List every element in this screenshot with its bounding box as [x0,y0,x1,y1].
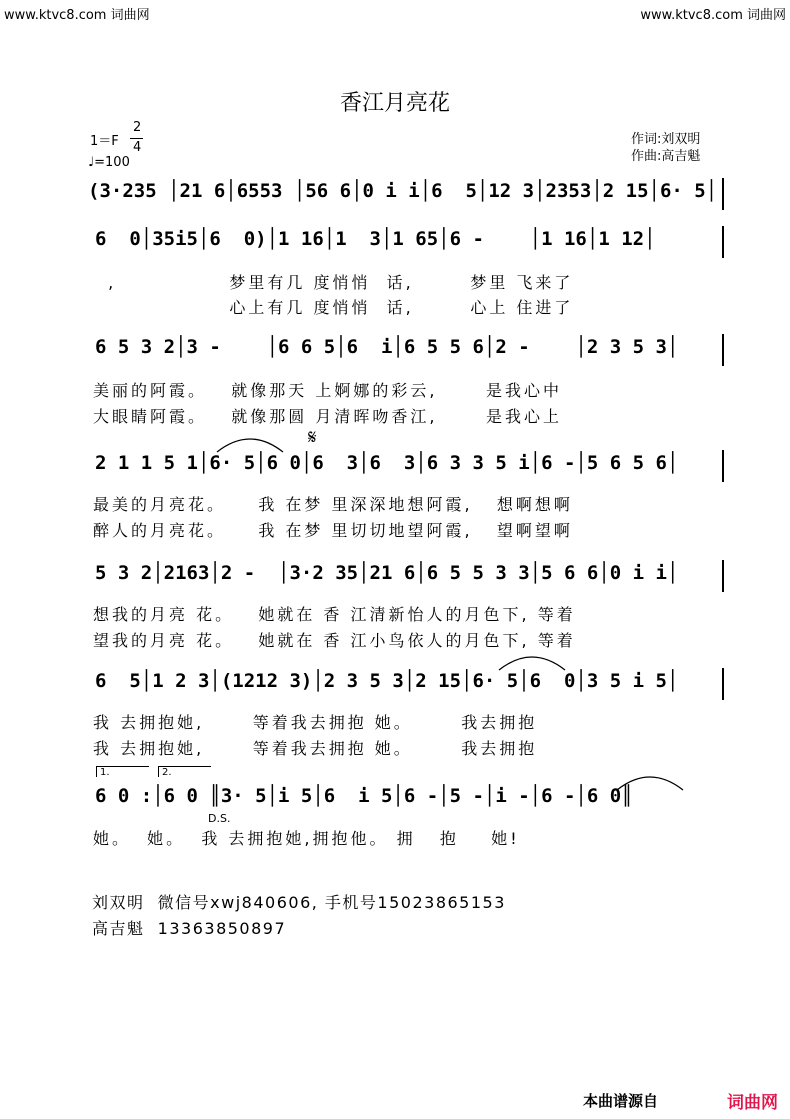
lyrics-line-5a: 想我的月亮 花。 她就在 香 江清新怡人的月色下, 等着 [93,605,576,624]
lyrics-line-3b: 大眼睛阿霞。 就像那圆 月清晖吻香江, 是我心上 [93,407,562,426]
watermark-right: www.ktvc8.com 词曲网 [640,8,786,23]
lyrics-line-7: 她。 她。 我 去拥抱她,拥抱他。 拥 抱 她! [93,829,520,848]
score-line-7: 6 0 :│6 0 ║3· 5│i 5│6 i 5│6 -│5 -│i -│6 -│6 0║ [95,785,633,807]
final-barline-1 [722,178,724,210]
ds-marking: D.S. [208,812,231,825]
volta-label-1: 1. [100,767,110,778]
slur-arc-2 [497,650,567,672]
lyrics-line-2a: , 梦里有几 度悄悄 话, 梦里 飞来了 [100,273,574,292]
song-title: 香江月亮花 [339,91,450,116]
final-barline-2 [722,226,724,258]
score-line-5: 5 3 2│2163│2 - │3·2 35│21 6│6 5 5 3 3│5 6 6│0 i i│ [95,562,679,584]
lyrics-line-6b: 我 去拥抱她, 等着我去拥抱 她。 我去拥抱 [93,739,538,758]
composer: 作曲:高吉魁 [631,149,701,164]
lyrics-line-3a: 美丽的阿霞。 就像那天 上婀娜的彩云, 是我心中 [93,381,562,400]
time-signature-line [130,138,143,139]
footer-source-text: 本曲谱源自 [583,1092,659,1110]
time-signature-top: 2 [133,120,142,135]
lyrics-line-4a: 最美的月亮花。 我 在梦 里深深地想阿霞, 想啊想啊 [93,495,573,514]
final-barline-3 [722,334,724,366]
lyrics-line-2b: 心上有几 度悄悄 话, 心上 住进了 [100,298,574,317]
lyricist: 作词:刘双明 [631,132,701,147]
lyrics-line-4b: 醉人的月亮花。 我 在梦 里切切地望阿霞, 望啊望啊 [93,521,573,540]
final-barline-6 [722,668,724,700]
time-signature-bottom: 4 [133,140,142,155]
final-barline-4 [722,450,724,482]
tempo-marking: ♩=100 [88,155,130,170]
contact-line-1: 刘双明 微信号xwj840606, 手机号15023865153 [92,893,506,912]
volta-label-2: 2. [162,767,172,778]
score-line-3: 6 5 3 2│3 - │6 6 5│6 i│6 5 5 6│2 - │2 3 5 3│ [95,336,679,358]
lyrics-line-5b: 望我的月亮 花。 她就在 香 江小鸟依人的月色下, 等着 [93,631,576,650]
slur-arc-1 [215,432,285,454]
final-barline-5 [722,560,724,592]
footer-brand-link[interactable]: 词曲网 [727,1093,778,1113]
segno-sign: 𝄋 [308,425,317,449]
score-line-4: 2 1 1 5 1│6· 5│6 0│6 3│6 3│6 3 3 5 i│6 -│5 6 5 6│ [95,452,679,474]
score-line-6: 6 5│1 2 3│(1212 3)│2 3 5 3│2 15│6· 5│6 0│3 5 i 5│ [95,670,679,692]
lyrics-line-6a: 我 去拥抱她, 等着我去拥抱 她。 我去拥抱 [93,713,538,732]
watermark-left: www.ktvc8.com 词曲网 [4,8,150,23]
key-signature: 1＝F [90,134,119,149]
score-line-1: (3·235 │21 6│6553 │56 6│0 i i│6 5│12 3│2353│2 15│6· 5│ [88,180,718,202]
score-line-2: 6 0│35i5│6 0)│1 16│1 3│1 65│6 - │1 16│1 12│ [95,228,656,250]
contact-line-2: 高吉魁 13363850897 [92,919,287,938]
